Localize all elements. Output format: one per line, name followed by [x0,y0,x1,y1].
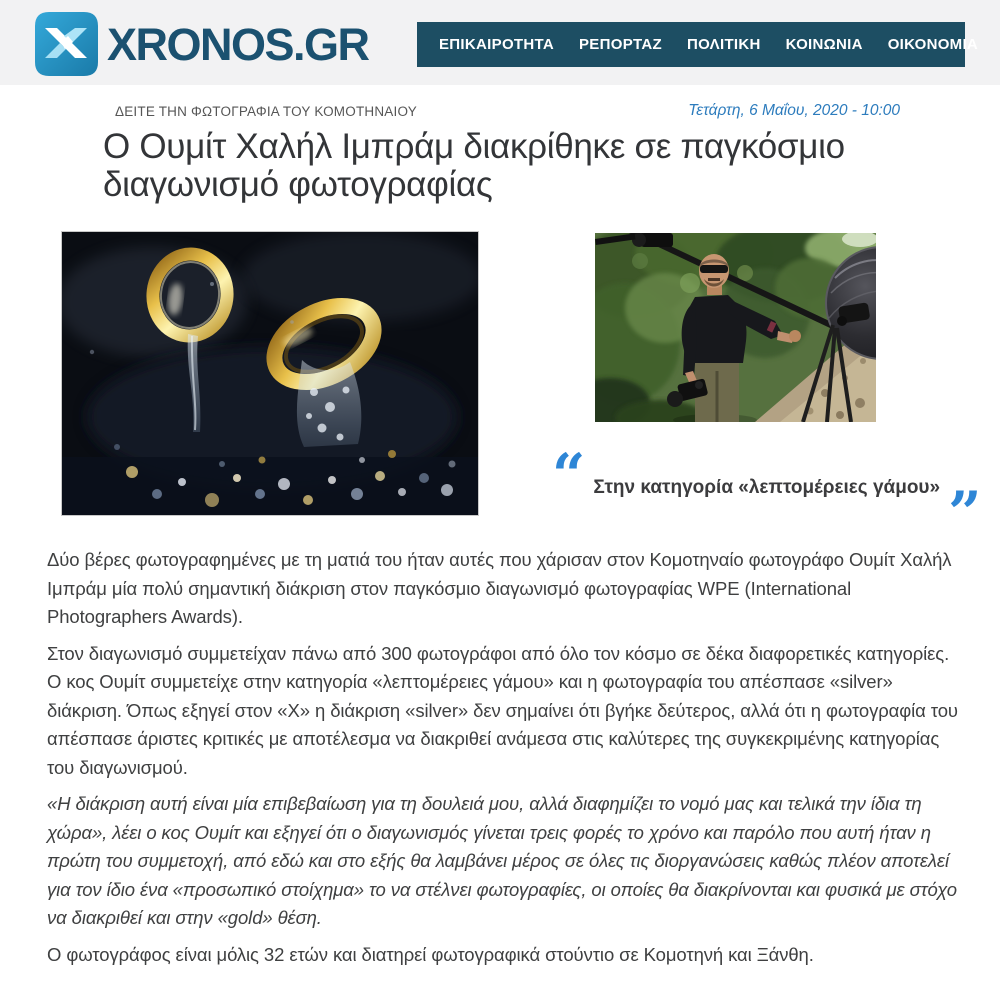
paragraph-2: Στον διαγωνισμό συμμετείχαν πάνω από 300 φωτογράφοι από όλο τον κόσμο σε δέκα διαφορετικές κατηγορίες. Ο κος Ουμίτ συμμετείχε στην κατηγορία «λεπτομέρειες γάμου» και η φωτογραφία του απέσπασε «silver» διάκριση. Όπως εξηγεί στον «X» η διάκριση «silver» δεν σημαίνει ότι βγήκε δεύτερος, αλλά ότι η φωτογραφία του απέσπασε άριστες κριτικές με αποτέλεσμα να διακριθεί ανάμεσα στις καλύτερες της συγκεκριμένης κατηγορίας του διαγωνισμού. [47,642,958,778]
main-nav [417,22,979,67]
close-quote-icon: ” [948,479,982,547]
article-title: Ο Ουμίτ Χαλήλ Ιμπράμ διακρίθηκε σε παγκόσμιο διαγωνισμό φωτογραφίας [103,127,845,204]
site-logo[interactable] [35,12,369,76]
paragraph-3-quote: «Η διάκριση αυτή είναι μία επιβεβαίωση για τη δουλειά μου, αλλά διαφημίζει το νομό μας και τελικά την ίδια τη χώρα», λέει ο κος Ουμίτ και εξηγεί ότι ο διαγωνισμός γίνεται τρεις φορές το χρόνο και παρόλο που αυτή ήταν η πρώτη του συμμετοχή, από εδώ και στο εξής θα λαμβάνει μέρος σε όλες τις διοργανώσεις καθώς πλέον αποτελεί για τον ίδιο ένα «προσωπικό στοίχημα» το να στέλνει φωτογραφίες, οι οποίες θα διακρίνονται και φυσικά με στόχο να διακριθεί και στην «gold» θέση. [47,793,957,928]
wedding-rings-illustration [62,232,478,515]
site-logo-text: XRONOS.GR [107,18,369,70]
nav-item-epikairotita[interactable]: ΕΠΙΚΑΙΡΟΤΗΤΑ [439,36,554,53]
nav-item-reportaz[interactable]: ΡΕΠΟΡΤΑΖ [579,36,662,53]
paragraph-1: Δύο βέρες φωτογραφημένες με τη ματιά του ήταν αυτές που χάρισαν στον Κομοτηναίο φωτογράφο Ουμίτ Χαλήλ Ιμπράμ μία πολύ σημαντική διάκριση στον παγκόσμιο διαγωνισμό φωτογραφίας WPE (International Photographers Awards). [47,549,952,627]
photographer-photo [595,233,876,422]
article-body [47,546,959,977]
pull-quote-text: Στην κατηγορία «λεπτομέρειες γάμου» [593,477,941,498]
open-quote-icon: “ [552,441,586,509]
nav-item-koinonia[interactable]: ΚΟΙΝΩΝΙΑ [785,36,863,53]
pull-quote [552,441,982,547]
article-date: Τετάρτη, 6 Μαΐου, 2020 - 10:00 [688,102,900,119]
sunglasses [700,265,728,273]
x-logo-icon [35,12,98,76]
photographer-illustration [595,233,876,422]
nav-item-oikonomia[interactable]: ΟΙΚΟΝΟΜΙΑ [887,36,979,53]
site-header [0,0,1000,85]
nav-item-politiki[interactable]: ΠΟΛΙΤΙΚΗ [686,36,761,53]
article-kicker: ΔΕΙΤΕ ΤΗΝ ΦΩΤΟΓΡΑΦΙΑ ΤΟΥ ΚΟΜΟΤΗΝΑΙΟΥ [115,104,417,119]
paragraph-4: Ο φωτογράφος είναι μόλις 32 ετών και διατηρεί φωτογραφικά στούντιο σε Κομοτηνή και Ξάνθη. [47,943,814,965]
wedding-rings-photo [61,231,479,516]
